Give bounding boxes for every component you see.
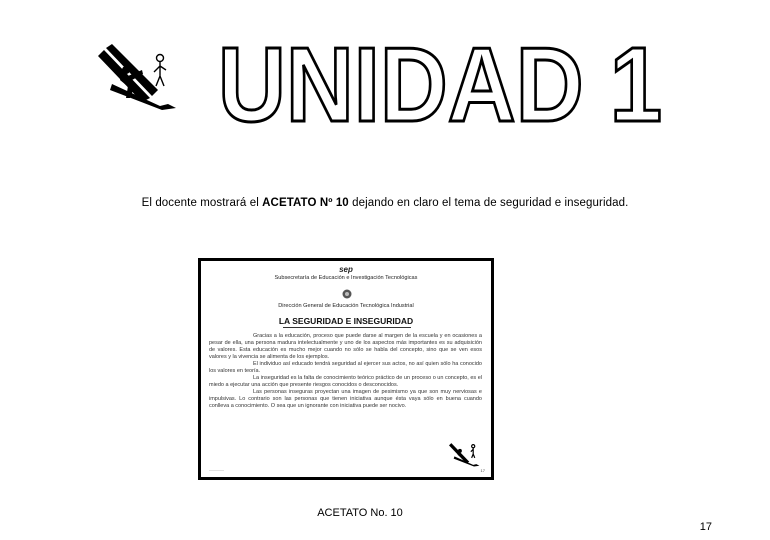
instruction-before: El docente mostrará el — [141, 197, 263, 209]
instruction-text — [0, 197, 770, 209]
slide-page-number: 17 — [480, 468, 485, 473]
slide-paragraph: Las personas inseguras proyectan una imagen de pesimismo ya que son muy nerviosas e impulsivas. Lo contrario son las personas que tienen iniciativa aunque ésta vaya sólo en buena cuando conlleva a conocimiento. O sea que un ignorante con iniciativa puede ser nocivo. — [209, 389, 482, 410]
slide-subtitle-1: Subsecretaría de Educación e Investigación Tecnológicas — [274, 275, 418, 281]
acetate-slide — [198, 258, 494, 480]
unit-title — [215, 15, 665, 144]
slide-footnote-mark: ————— — [209, 468, 224, 472]
instruction-after: dejando en claro el tema de seguridad e inseguridad. — [348, 197, 629, 209]
slide-paragraph: El individuo así educado tendrá seguridad al ejercer sus actos, no así quien sólo ha conocido los valores en teoría. — [209, 361, 482, 375]
heading-underline — [283, 327, 411, 328]
slide-logo: sep — [339, 265, 353, 274]
slide-heading: LA SEGURIDAD E INSEGURIDAD — [278, 316, 414, 326]
person-sliding-clipart-icon — [449, 441, 481, 467]
emblem-icon — [341, 288, 353, 300]
person-on-slide-clipart-icon — [98, 46, 180, 110]
page-number: 17 — [699, 521, 712, 533]
instruction-bold: ACETATO Nº 10 — [262, 197, 349, 209]
slide-paragraph: La inseguridad es la falta de conocimiento teórico práctico de un proceso o un concepto, es el miedo a ejecutar una acción que presente riesgos conocidos o desconocidos. — [209, 375, 482, 389]
slide-caption: ACETATO No. 10 — [317, 507, 403, 519]
slide-subtitle-2: Dirección General de Educación Tecnológica Industrial — [278, 303, 414, 309]
slide-paragraph: Gracias a la educación, proceso que puede darse al margen de la escuela y en ocasiones a pesar de ella, una persona madura intelectualmente y uno de los aspectos más importantes es su adquisición de valores. Esta educación es mucho mejor cuando no sólo se habla del concepto, sino que se ven esos valores y la vivencia se alimenta de los ejemplos. — [209, 333, 482, 361]
slide-body — [209, 333, 482, 453]
unit-title-text: UNIDAD 1 — [218, 26, 662, 144]
